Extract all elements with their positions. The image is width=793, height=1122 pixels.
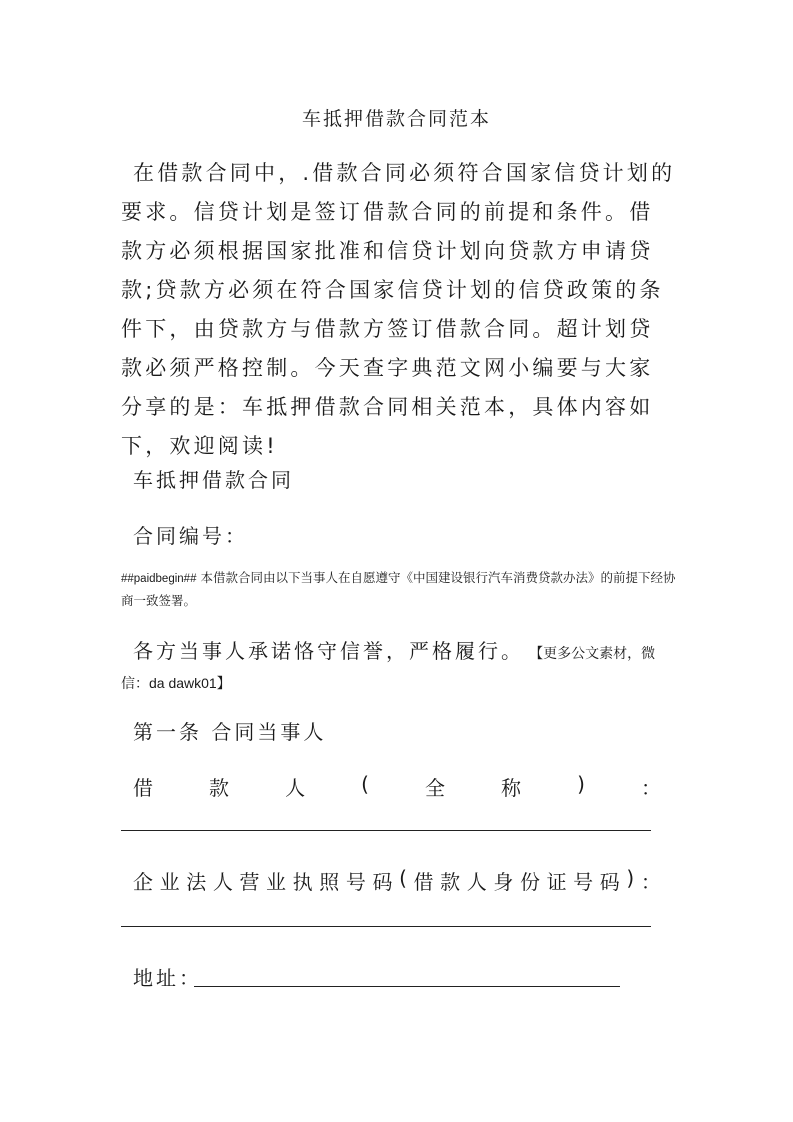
license-label-char: 人 (466, 870, 487, 894)
license-label-char: 身 (493, 870, 514, 894)
borrower-name-blank-line (121, 830, 651, 831)
license-label-char: 人 (212, 870, 233, 894)
borrower-label-char: 借 (133, 776, 153, 800)
pledge-paragraph (121, 636, 681, 698)
license-label-char: 码 (599, 870, 620, 894)
document-title: 车抵押借款合同范本 (301, 108, 491, 130)
borrower-label-char: 人 (285, 776, 306, 800)
borrower-name-label (133, 772, 661, 801)
license-label-char: 营 (239, 870, 260, 894)
license-label-char: 份 (519, 870, 540, 894)
contract-number-label: 合同编号： (133, 524, 248, 548)
license-label-char: 码 (372, 870, 393, 894)
license-label-char: 款 (440, 870, 461, 894)
license-label-char: 执 (292, 870, 313, 894)
borrower-label-char: ： (640, 776, 661, 800)
borrower-label-char: ( (361, 772, 369, 796)
borrower-label-char: 款 (209, 776, 230, 800)
license-label-char: ： (640, 870, 661, 894)
preamble-paragraph (121, 567, 677, 612)
license-label-char: ( (399, 866, 407, 890)
borrower-label-char: ) (577, 772, 585, 796)
license-number-label (133, 866, 661, 895)
intro-paragraph (121, 154, 677, 466)
license-label-char: 业 (159, 870, 180, 894)
license-label-char: ) (626, 866, 635, 890)
paid-marker-tag: ##paidbegin## (121, 573, 197, 585)
license-label-char: 借 (413, 870, 434, 894)
promo-note: 【更多公文素材，微信：da dawk01】 (121, 645, 656, 691)
borrower-label-char: 称 (501, 776, 522, 800)
pledge-text: 各方当事人承诺恪守信誉，严格履行。 (133, 639, 524, 663)
preamble-text: 本借款合同由以下当事人在自愿遵守《中国建设银行汽车消费贷款办法》的前提下经协商一致签署。 (121, 570, 676, 608)
license-label-char: 号 (573, 870, 594, 894)
address-label: 地址： (133, 966, 202, 990)
license-label-char: 法 (186, 870, 207, 894)
license-label-char: 业 (266, 870, 287, 894)
license-label-char: 证 (546, 870, 567, 894)
license-number-blank-line (121, 926, 651, 927)
license-label-char: 号 (345, 870, 366, 894)
address-blank-line (194, 986, 620, 987)
license-label-char: 企 (133, 870, 153, 894)
contract-heading: 车抵押借款合同 (133, 468, 294, 492)
license-label-char: 照 (319, 870, 340, 894)
article1-heading: 第一条 合同当事人 (133, 720, 327, 744)
borrower-label-char: 全 (425, 776, 445, 800)
intro-text: 在借款合同中，.借款合同必须符合国家信贷计划的要求。信贷计划是签订借款合同的前提和条件。借款方必须根据国家批准和信贷计划向贷款方申请贷款;贷款方必须在符合国家信贷计划的信贷政策的条件下，由贷款方与借款方签订借款合同。超计划贷款必须严格控制。今天查字典范文网小编要与大家分享的是：车抵押借款合同相关范本，具体内容如下，欢迎阅读! (121, 161, 676, 458)
